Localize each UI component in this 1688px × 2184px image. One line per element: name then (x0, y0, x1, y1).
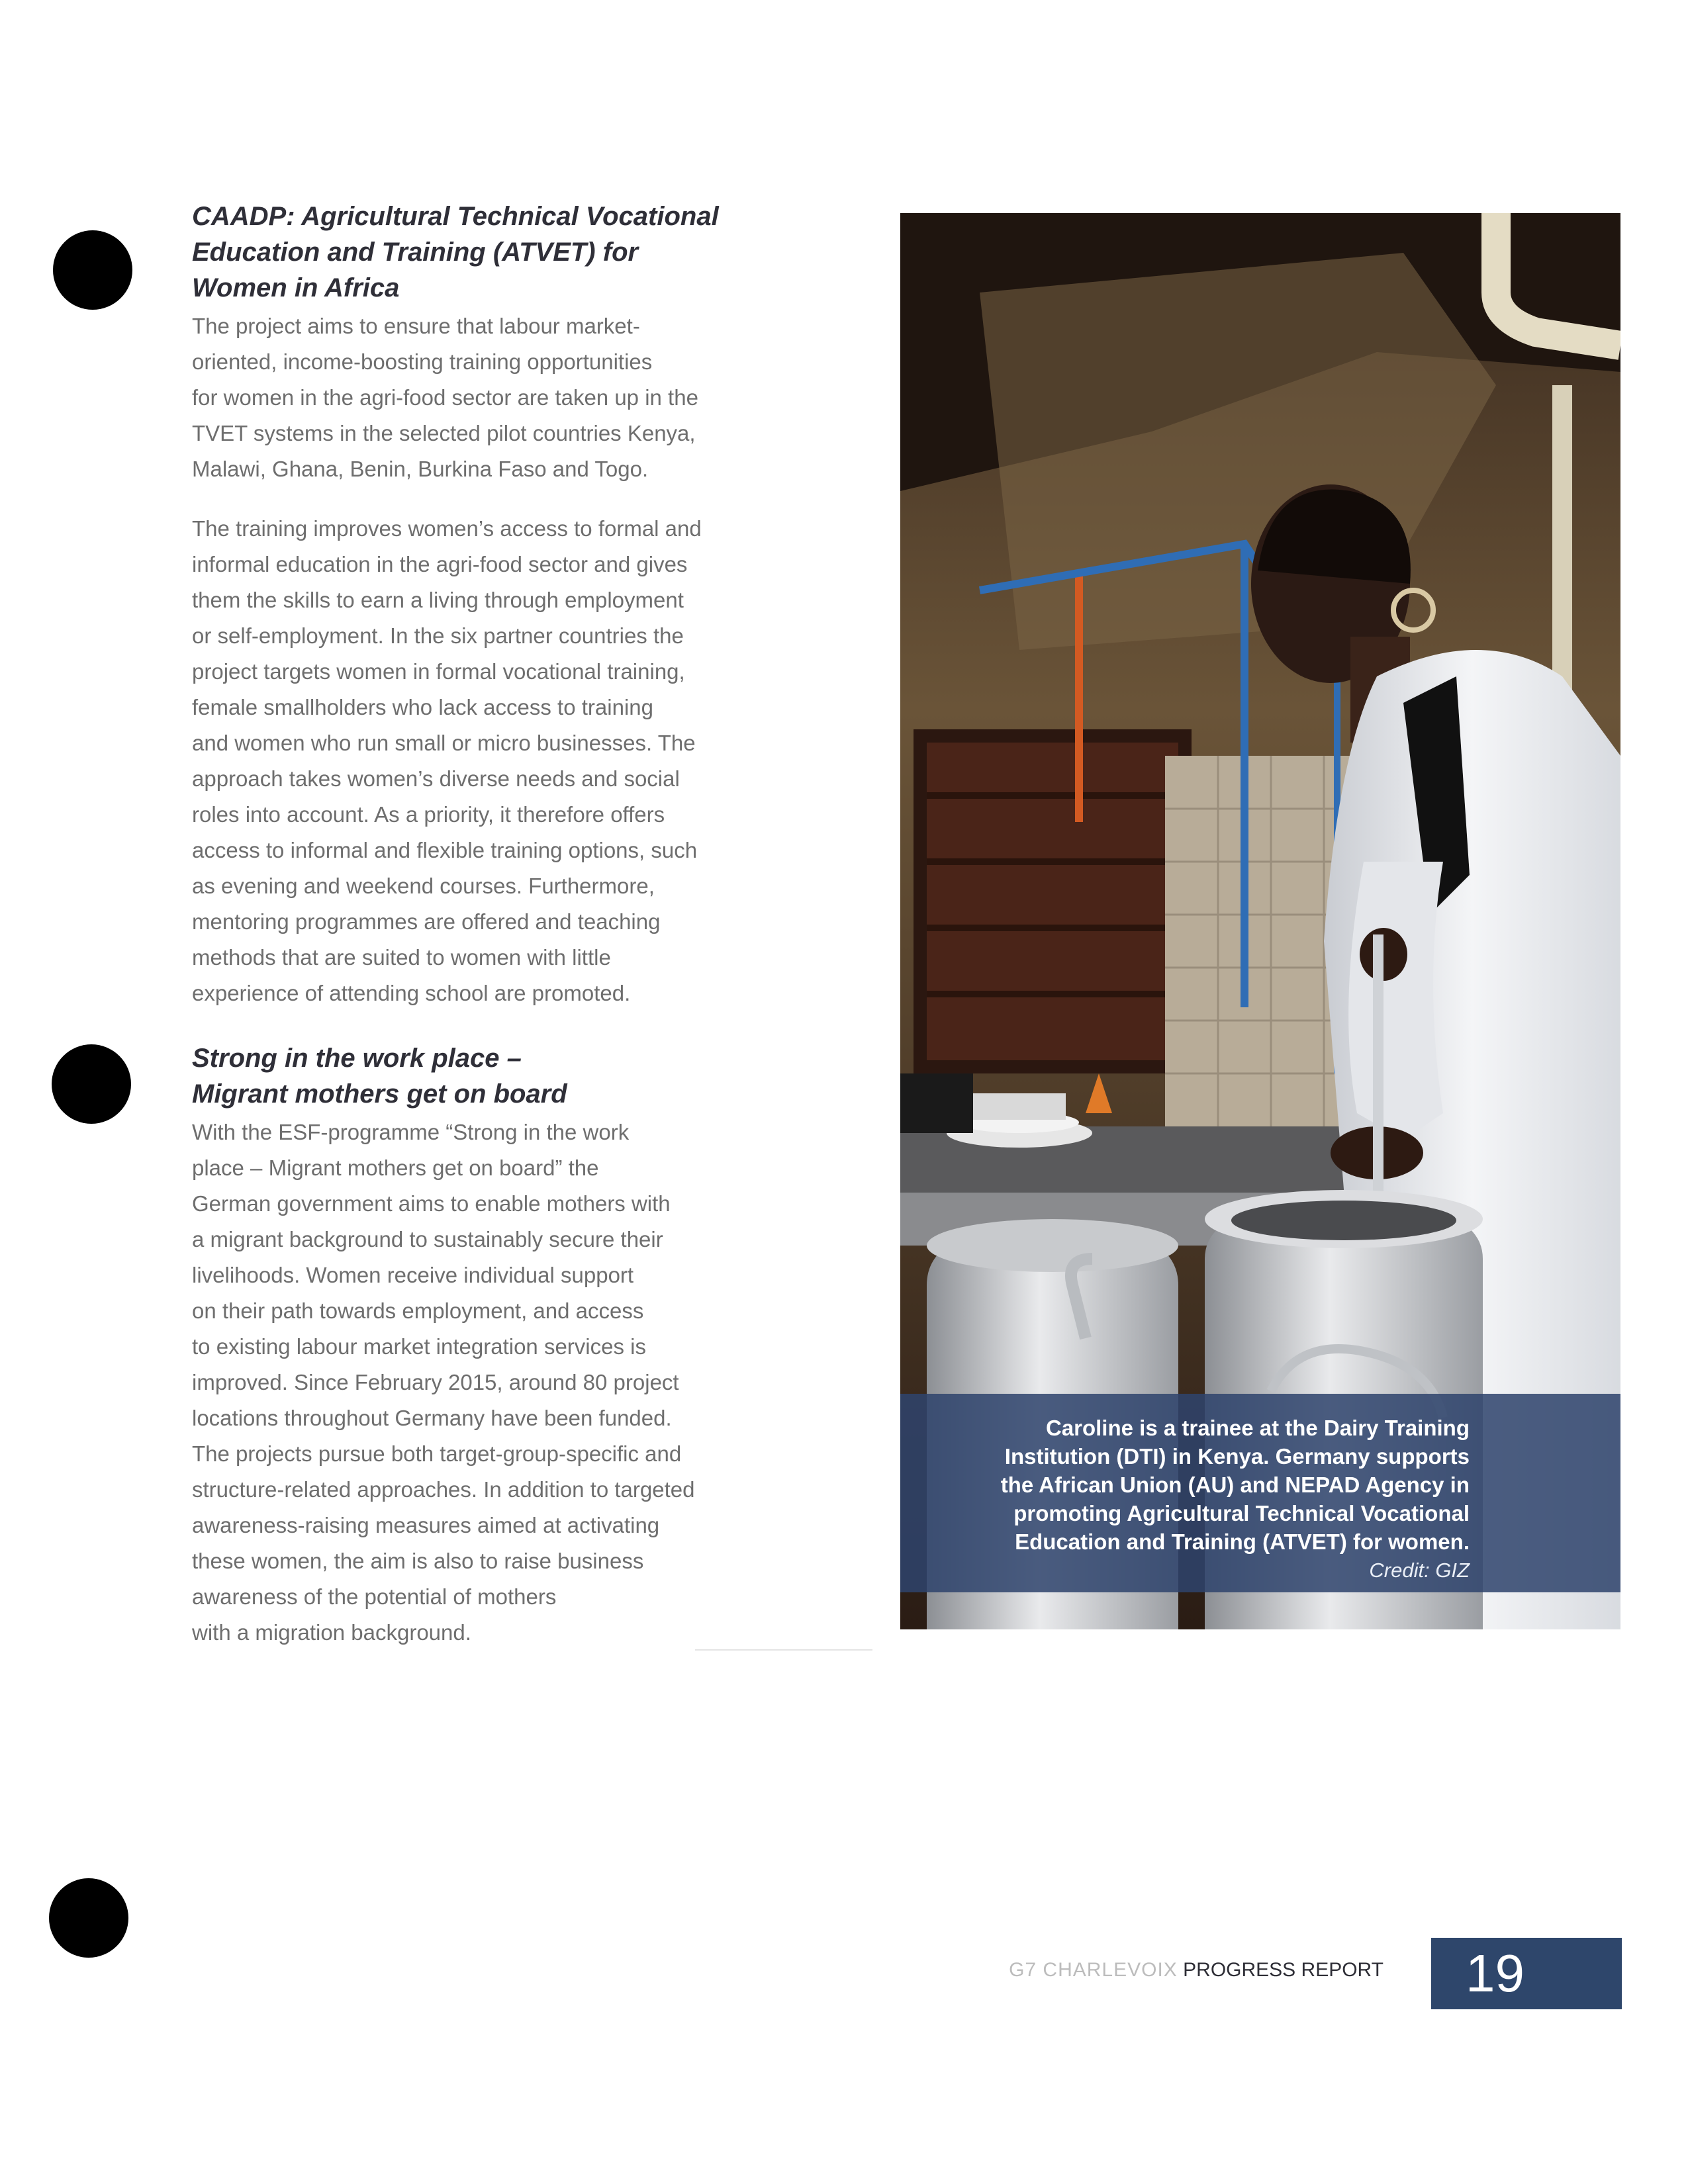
footer-title: PROGRESS REPORT (1183, 1959, 1383, 1981)
text-line: The project aims to ensure that labour market- (192, 314, 640, 338)
caption-line: promoting Agricultural Technical Vocational (1013, 1501, 1470, 1525)
text-line: as evening and weekend courses. Furthermore, (192, 874, 655, 898)
text-line: TVET systems in the selected pilot countries Kenya, (192, 421, 696, 445)
text-line: female smallholders who lack access to training (192, 695, 653, 719)
text-line: structure-related approaches. In addition to targeted (192, 1477, 695, 1502)
page-number: 19 (1431, 1938, 1622, 2009)
text-line: improved. Since February 2015, around 80 project (192, 1370, 679, 1394)
binder-hole-middle (52, 1044, 131, 1124)
paragraph (192, 1115, 788, 1651)
text-line: locations throughout Germany have been funded. (192, 1406, 672, 1430)
photo-caption (900, 1394, 1620, 1592)
section-migrant-mothers (192, 1040, 788, 1651)
article-column (192, 199, 788, 1651)
text-line: to existing labour market integration services is (192, 1334, 646, 1359)
text-line: awareness-raising measures aimed at activating (192, 1513, 660, 1537)
binder-hole-top (53, 230, 132, 310)
text-line: German government aims to enable mothers with (192, 1191, 671, 1216)
text-line: With the ESF-programme “Strong in the work (192, 1120, 630, 1144)
text-line: awareness of the potential of mothers (192, 1584, 557, 1609)
text-line: oriented, income-boosting training opportunities (192, 349, 653, 374)
section-caadp (192, 199, 788, 1011)
text-line: for women in the agri-food sector are taken up in the (192, 385, 698, 410)
text-line: informal education in the agri-food sector and gives (192, 552, 688, 576)
footer-report-label (1009, 1956, 1383, 1985)
section-title (192, 1040, 788, 1112)
text-line: approach takes women’s diverse needs and social (192, 766, 680, 791)
text-line: The projects pursue both target-group-specific and (192, 1441, 682, 1466)
text-line: place – Migrant mothers get on board” the (192, 1156, 599, 1180)
divider (695, 1649, 872, 1651)
text-line: livelihoods. Women receive individual support (192, 1263, 634, 1287)
section-title (192, 199, 788, 306)
photo-credit: Credit: GIZ (1369, 1559, 1470, 1582)
text-line: a migrant background to sustainably secure their (192, 1227, 663, 1251)
caption-line: the African Union (AU) and NEPAD Agency in (1000, 1473, 1470, 1497)
caption-line: Institution (DTI) in Kenya. Germany supports (1004, 1444, 1470, 1469)
binder-hole-bottom (49, 1878, 128, 1958)
title-line: Education and Training (ATVET) for (192, 238, 639, 267)
text-line: access to informal and flexible training options, such (192, 838, 698, 862)
paragraph (192, 511, 788, 1011)
text-line: methods that are suited to women with little (192, 945, 611, 970)
title-line: Women in Africa (192, 273, 400, 302)
caption-text (966, 1414, 1470, 1556)
text-line: and women who run small or micro businesses. The (192, 731, 696, 755)
footer-prefix: G7 CHARLEVOIX (1009, 1959, 1178, 1981)
title-line: Strong in the work place – (192, 1044, 522, 1073)
text-line: on their path towards employment, and access (192, 1298, 644, 1323)
title-line: CAADP: Agricultural Technical Vocational (192, 202, 719, 231)
text-line: roles into account. As a priority, it therefore offers (192, 802, 665, 827)
text-line: project targets women in formal vocational training, (192, 659, 685, 684)
text-line: these women, the aim is also to raise business (192, 1549, 644, 1573)
title-line: Migrant mothers get on board (192, 1079, 567, 1109)
text-line: experience of attending school are promoted. (192, 981, 631, 1005)
text-line: Malawi, Ghana, Benin, Burkina Faso and Togo. (192, 457, 649, 481)
text-line: them the skills to earn a living through employment (192, 588, 684, 612)
text-line: with a migration background. (192, 1620, 471, 1645)
text-line: mentoring programmes are offered and teaching (192, 909, 661, 934)
text-line: The training improves women’s access to formal and (192, 516, 702, 541)
text-line: or self-employment. In the six partner countries the (192, 623, 684, 648)
paragraph (192, 308, 788, 487)
caption-line: Caroline is a trainee at the Dairy Training (1045, 1416, 1470, 1440)
caption-line: Education and Training (ATVET) for women. (1015, 1529, 1470, 1554)
